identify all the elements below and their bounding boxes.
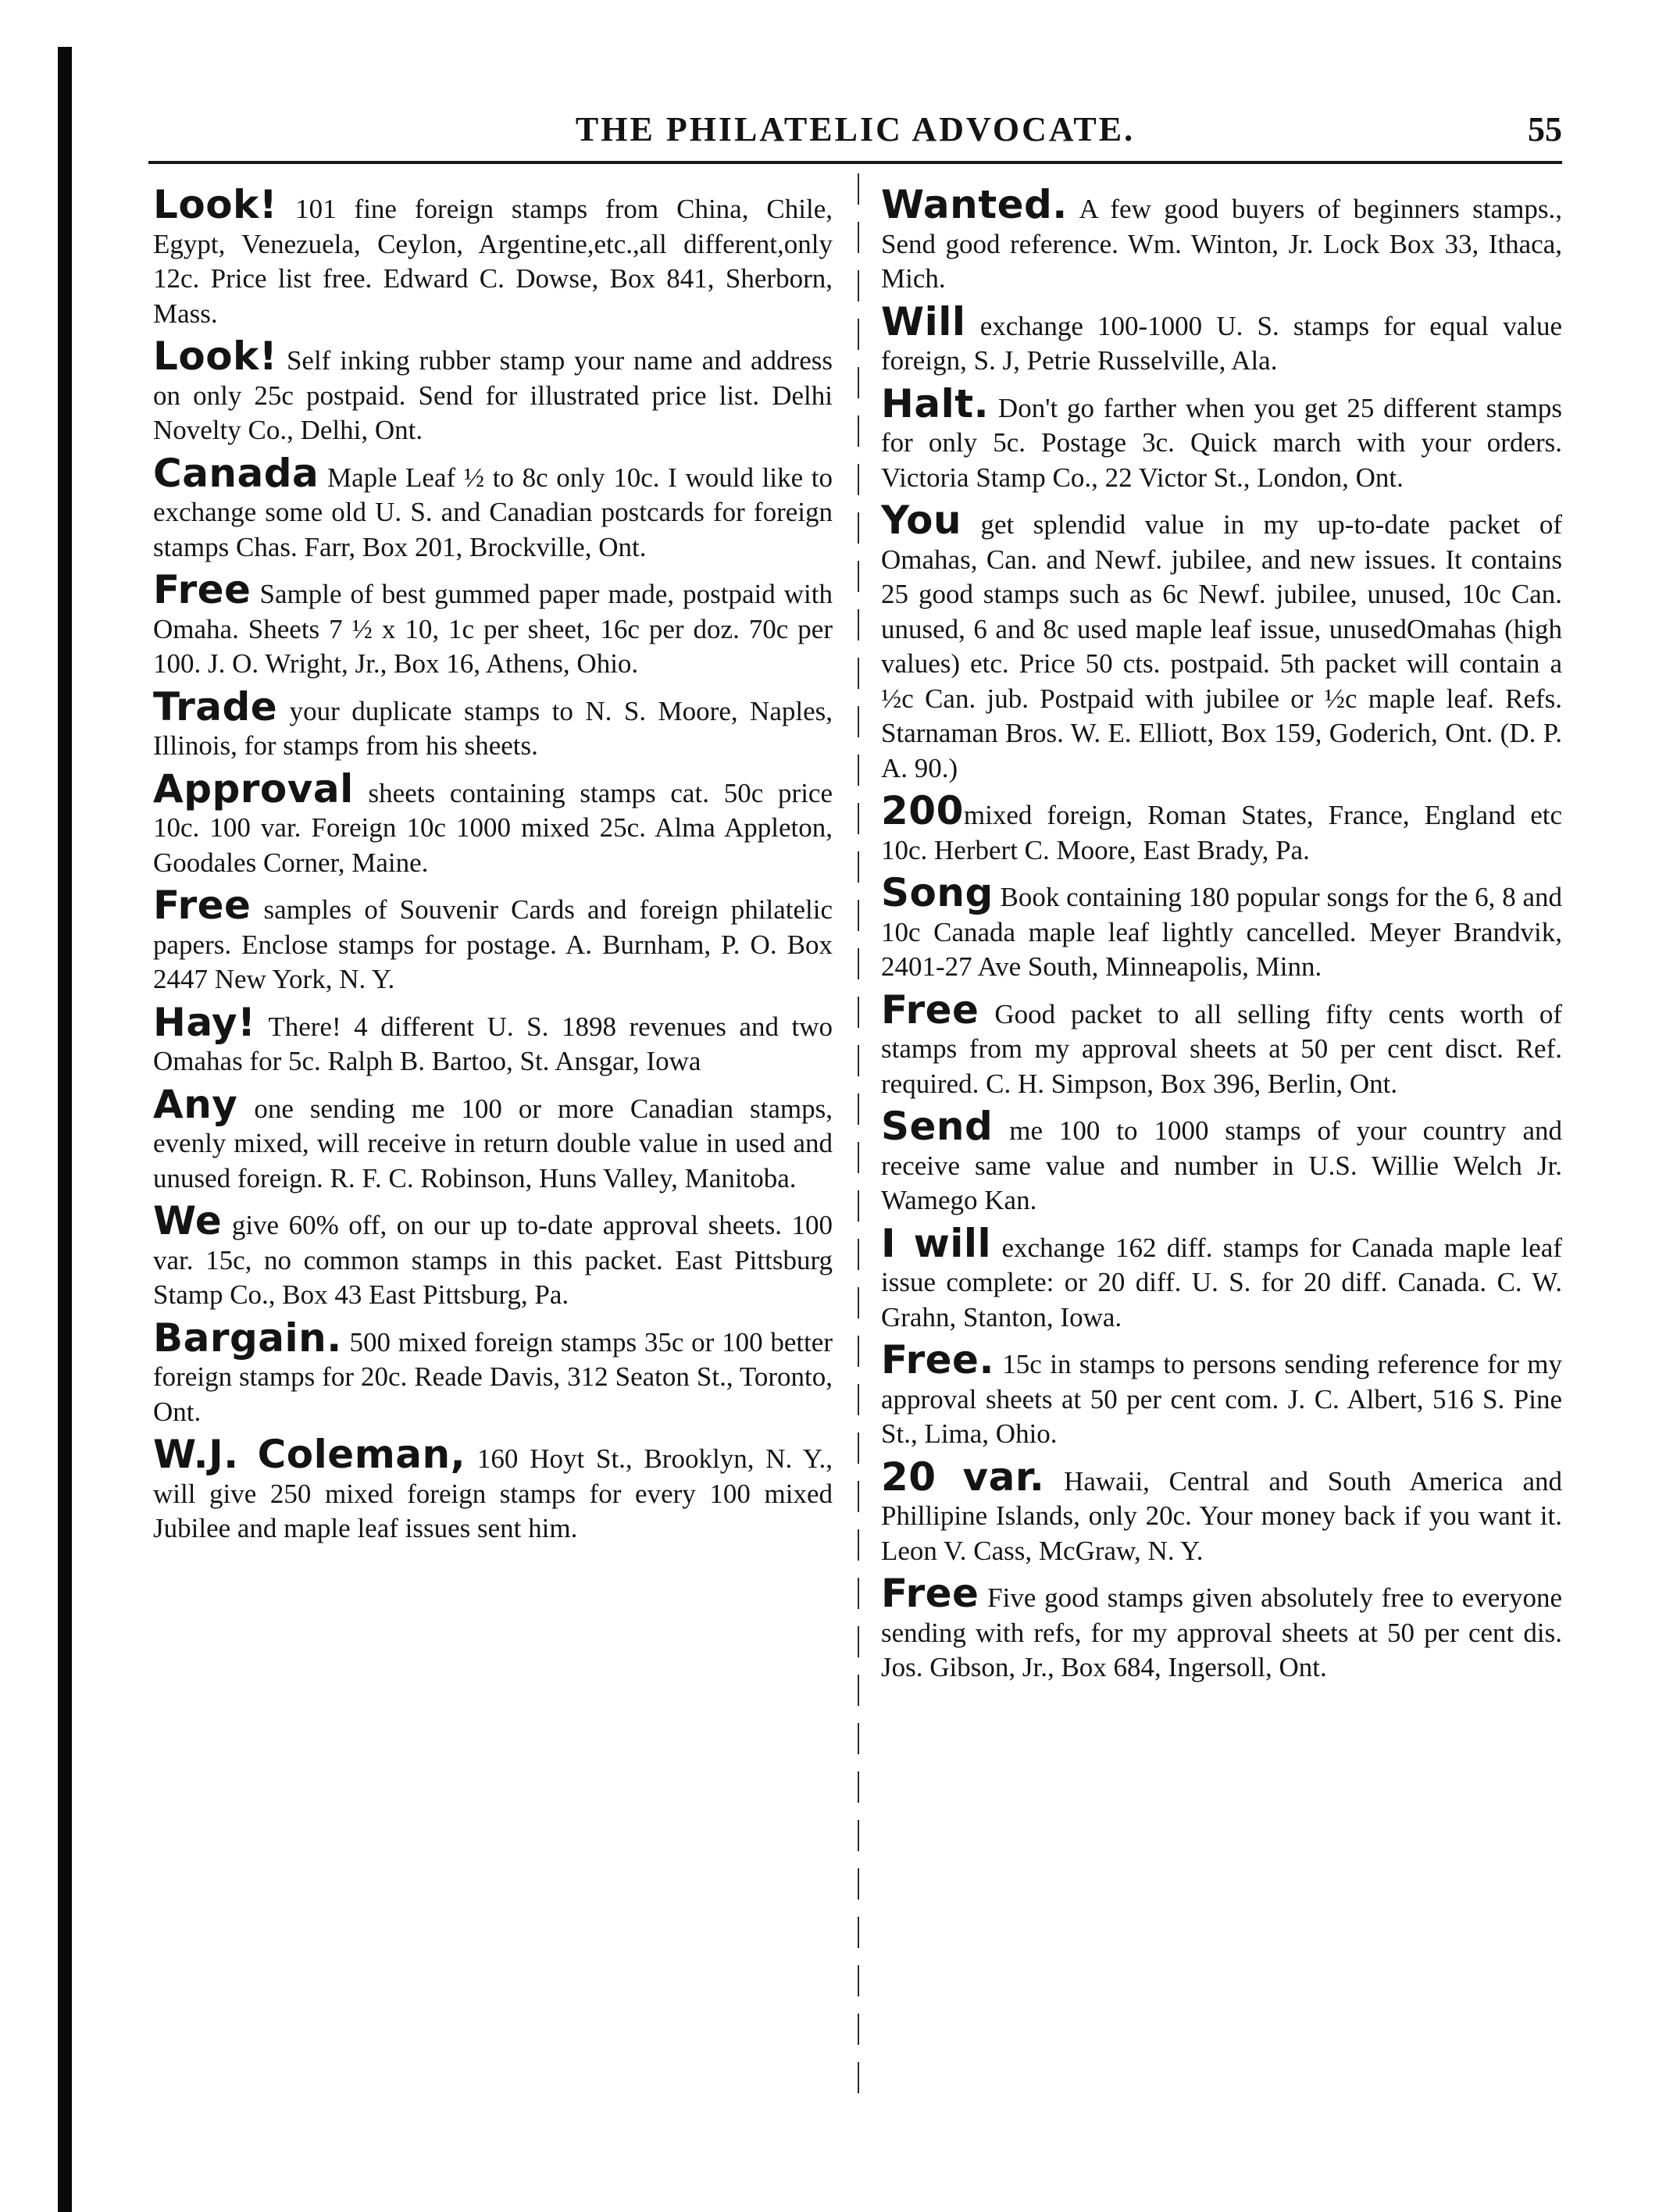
- column-divider: [858, 173, 859, 2110]
- ad-body: Sample of best gummed paper made, postpaid with Omaha. Sheets 7 ½ x 10, 1c per sheet, 16c per doz. 70c per 100. J. O. Wright, Jr., Box 16, Athens, Ohio.: [153, 579, 833, 679]
- right-column: [881, 187, 1562, 2109]
- classified-ad: [881, 1220, 1562, 1336]
- ad-headword: Free: [881, 1571, 979, 1616]
- ad-body: mixed foreign, Roman States, France, England etc 10c. Herbert C. Moore, East Brady, Pa.: [881, 800, 1562, 865]
- ad-headword: Free: [881, 986, 979, 1033]
- ad-body: Don't go farther when you get 25 different stamps for only 5c. Postage 3c. Quick march with your orders. Victoria Stamp Co., 22 Victor St., London, Ont.: [881, 392, 1562, 493]
- ad-body: 160 Hoyt St., Brooklyn, N. Y., will give 250 mixed foreign stamps for every 100 mixed Jubilee and maple leaf issues sent him.: [153, 1443, 833, 1543]
- ad-body: There! 4 different U. S. 1898 revenues and two Omahas for 5c. Ralph B. Bartoo, St. Ansgar, Iowa: [153, 1011, 833, 1076]
- classified-ad: [881, 986, 1562, 1102]
- classified-ad: [153, 999, 833, 1079]
- ad-body: samples of Souvenir Cards and foreign philatelic papers. Enclose stamps for postage. A. Burnham, P. O. Box 2447 New York, N. Y.: [153, 894, 833, 994]
- classified-ad: [153, 567, 833, 682]
- classified-ad: [881, 187, 1562, 297]
- ad-headword: Canada: [153, 450, 319, 496]
- classified-ad: [153, 1432, 833, 1547]
- classified-ad: [153, 334, 833, 448]
- ad-headword: Approval: [153, 765, 354, 812]
- classified-ad: [153, 1198, 833, 1313]
- ad-headword: Will: [881, 298, 966, 344]
- ad-body: exchange 162 diff. stamps for Canada maple leaf issue complete: or 20 diff. U. S. for 20 diff. Canada. C. W. Grahn, Stanton, Iowa.: [881, 1232, 1562, 1333]
- ad-headword: W.J. Coleman,: [153, 1432, 466, 1477]
- ad-body: 15c in stamps to persons sending reference for my approval sheets at 50 per cent com. J. C. Albert, 516 S. Pine St., Lima, Ohio.: [881, 1349, 1562, 1449]
- ad-headword: Song: [881, 870, 994, 915]
- ad-body: give 60% off, on our up to-date approval sheets. 100 var. 15c, no common stamps in this packet. East Pittsburg Stamp Co., Box 43 East Pittsburg, Pa.: [153, 1210, 833, 1310]
- classified-ad: [881, 1571, 1562, 1686]
- left-column: [153, 187, 833, 2109]
- ad-body: sheets containing stamps cat. 50c price 10c. 100 var. Foreign 10c 1000 mixed 25c. Alma Appleton, Goodales Corner, Maine.: [153, 777, 833, 878]
- ad-body: Hawaii, Central and South America and Phillipine Islands, only 20c. Your money back if you want it. Leon V. Cass, McGraw, N. Y.: [881, 1465, 1562, 1566]
- ad-body: Five good stamps given absolutely free to everyone sending with refs, for my approval sheets at 50 per cent dis. Jos. Gibson, Jr., Box 684, Ingersoll, Ont.: [881, 1582, 1562, 1682]
- ad-body: get splendid value in my up-to-date packet of Omahas, Can. and Newf. jubilee, and new issues. It contains 25 good stamps such as 6c Newf. jubilee, unused, 10c Can. unused, 6 and 8c used maple leaf issue, unusedOmahas (high values) etc. Price 50 cts. postpaid. 5th packet will contain a ½c Can. jub. Postpaid with jubilee or ½c maple leaf. Refs. Starnaman Bros. W. E. Elliott, Box 159, Goderich, Ont. (D. P. A. 90.): [881, 509, 1562, 783]
- ad-headword: Look!: [153, 187, 278, 227]
- classified-ad: [881, 380, 1562, 496]
- ad-headword: Trade: [153, 683, 278, 730]
- ad-body: 101 fine foreign stamps from China, Chile, Egypt, Venezuela, Ceylon, Argentine,etc.,all different,only 12c. Price list free. Edward C. Dowse, Box 841, Sherborn, Mass.: [153, 194, 833, 329]
- classified-ad: [881, 870, 1562, 985]
- ad-headword: I will: [881, 1220, 992, 1266]
- classified-ad: [881, 1337, 1562, 1452]
- ad-headword: Look!: [153, 334, 278, 379]
- ad-body: 500 mixed foreign stamps 35c or 100 better foreign stamps for 20c. Reade Davis, 312 Seaton St., Toronto, Ont.: [153, 1326, 833, 1427]
- ad-body: Self inking rubber stamp your name and address on only 25c postpaid. Send for illustrated price list. Delhi Novelty Co., Delhi, Ont.: [153, 345, 833, 445]
- page-binding-edge: [58, 47, 72, 2212]
- publication-title: THE PHILATELIC ADVOCATE.: [575, 110, 1136, 148]
- ad-headword: Any: [153, 1081, 238, 1127]
- classified-ad: [153, 450, 833, 565]
- ad-headword: Free: [153, 883, 252, 928]
- ad-headword: 20 var.: [881, 1454, 1045, 1500]
- ad-headword: We: [153, 1198, 223, 1243]
- ad-headword: Send: [881, 1104, 994, 1149]
- classified-ad: [881, 1104, 1562, 1218]
- ad-body: Maple Leaf ½ to 8c only 10c. I would like to exchange some old U. S. and Canadian postcards for foreign stamps Chas. Farr, Box 201, Brockville, Ont.: [153, 462, 833, 562]
- ad-body: your duplicate stamps to N. S. Moore, Naples, Illinois, for stamps from his sheets.: [153, 695, 833, 761]
- classified-ad: [153, 1315, 833, 1430]
- ad-headword: Free: [153, 567, 252, 612]
- ad-body: A few good buyers of beginners stamps., Send good reference. Wm. Winton, Jr. Lock Box 33, Ithaca, Mich.: [881, 194, 1562, 294]
- classified-ad: [881, 1454, 1562, 1569]
- ad-headword: 200: [881, 788, 964, 833]
- ad-headword: Bargain.: [153, 1315, 342, 1361]
- classified-ad: [881, 498, 1562, 786]
- ad-headword: Free.: [881, 1337, 994, 1382]
- classified-ad: [881, 788, 1562, 868]
- ad-headword: Halt.: [881, 380, 990, 426]
- classified-ad: [153, 187, 833, 331]
- ad-body: Book containing 180 popular songs for the 6, 8 and 10c Canada maple leaf lightly cancelled. Meyer Brandvik, 2401-27 Ave South, Minneapolis, Minn.: [881, 882, 1562, 982]
- ad-body: exchange 100-1000 U. S. stamps for equal value foreign, S. J, Petrie Russelville, Ala.: [881, 310, 1562, 376]
- classified-ad: [153, 765, 833, 881]
- ad-headword: Wanted.: [881, 187, 1068, 227]
- page-number: 55: [1528, 110, 1562, 148]
- ad-body: Good packet to all selling fifty cents worth of stamps from my approval sheets at 50 per cent disct. Ref. required. C. H. Simpson, Box 396, Berlin, Ont.: [881, 998, 1562, 1099]
- ad-headword: Hay!: [153, 999, 256, 1045]
- ad-body: one sending me 100 or more Canadian stamps, evenly mixed, will receive in return double value in used and unused foreign. R. F. C. Robinson, Huns Valley, Manitoba.: [153, 1093, 833, 1193]
- classified-ad: [153, 683, 833, 764]
- classified-ad: [153, 1081, 833, 1197]
- ad-body: me 100 to 1000 stamps of your country and receive same value and number in U.S. Willie Welch Jr. Wamego Kan.: [881, 1115, 1562, 1215]
- running-header: [148, 109, 1562, 156]
- header-rule: [148, 161, 1562, 164]
- ad-headword: You: [881, 498, 962, 543]
- classified-ad: [881, 298, 1562, 379]
- classified-ad: [153, 883, 833, 997]
